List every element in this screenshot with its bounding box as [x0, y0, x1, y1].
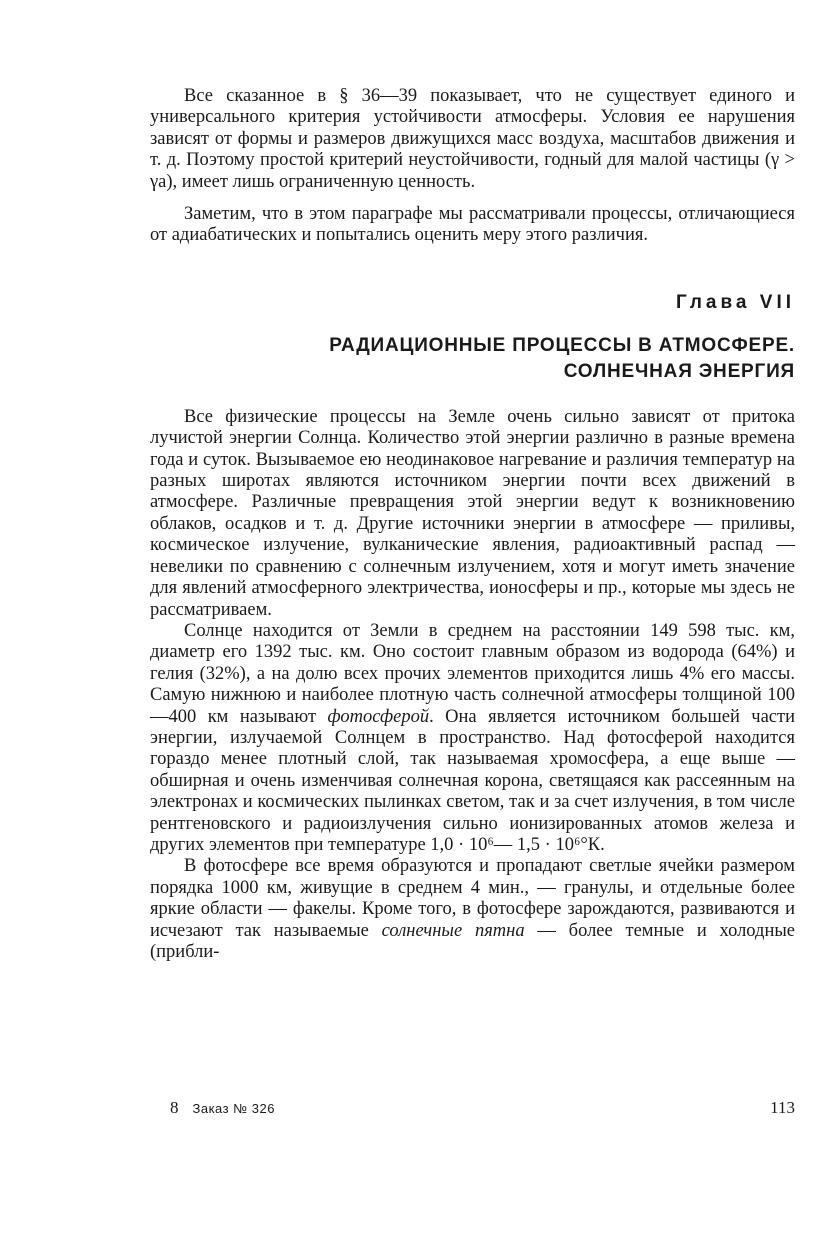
order-number: Заказ № 326 [192, 1101, 275, 1116]
page-footer [170, 1098, 795, 1122]
chapter-title-line-2: СОЛНЕЧНАЯ ЭНЕРГИЯ [563, 360, 795, 382]
paragraph-radiant-energy: Все физические процессы на Земле очень сильно зависят от притока лучистой энергии Солнца. Количество этой энергии различно в разные времена года и суток. Вызываемое ею неодинаковое нагревание и различия температур на разных широтах являются источником энергии почти всех движений в атмосфере. Различные превращения этой энергии ведут к возникновению облаков, осадков и т. д. Другие источники энергии в атмосфере — приливы, космическое излучение, вулканические явления, радиоактивный распад — невелики по сравнению с солнечным излучением, хотя и могут иметь значение для явлений атмосферного электричества, ионосферы и пр., которые мы здесь не рассматриваем. [150, 406, 795, 620]
footer-imprint [170, 1098, 275, 1118]
paragraph-adiabatic-note: Заметим, что в этом параграфе мы рассматривали процессы, отличающиеся от адиабатических и попытались оценить меру этого различия. [150, 204, 795, 246]
granules-text-b: — более темные и холодные (прибли- [150, 920, 795, 962]
signature-mark: 8 [170, 1098, 179, 1117]
page-number: 113 [770, 1098, 795, 1117]
chapter-label: Глава VII [676, 291, 795, 313]
term-sunspots: солнечные пятна [381, 920, 525, 941]
granules-text-a: В фотосфере все время образуются и пропадают светлые ячейки размером порядка 1000 км, живущие в среднем 4 мин., — гранулы, и отдельные более яркие области — факелы. Кроме того, в фотосфере зарождаются, развиваются и исчезают так называемые [150, 856, 795, 941]
paragraph-granules [150, 856, 795, 963]
page-text [150, 86, 795, 1236]
term-photosphere: фотосферой [327, 706, 430, 727]
sun-structure-text-a: Солнце находится от Земли в среднем на расстоянии 149 598 тыс. км, диаметр его 1392 тыс. км. Оно состоит главным образом из водорода (64%) и гелия (32%), а на долю всех прочих элементов приходится лишь 4% его массы. Самую нижнюю и наиболее плотную часть солнечной атмосферы толщиной 100—400 км называют [150, 620, 795, 727]
paragraph-sun-structure [150, 621, 795, 856]
chapter-title-line-1: РАДИАЦИОННЫЕ ПРОЦЕССЫ В АТМОСФЕРЕ. [329, 334, 795, 356]
sun-structure-text-b: . Она является источником большей части энергии, излучаемой Солнцем в пространство. Над фотосферой находится гораздо менее плотный слой, так называемая хромосфера, а еще выше — обширная и очень изменчивая солнечная корона, светящаяся как рассеянным на электронах и космических пылинках светом, так и за счет излучения, в том числе рентгеновского и радиоизлучения сильно ионизированных атомов железа и других элементов при температуре 1,0 · 10⁶— 1,5 · 10⁶°К. [150, 706, 795, 855]
chapter-title [150, 333, 795, 385]
paragraph-stability-criterion: Все сказанное в § 36—39 показывает, что не существует единого и универсального критерия устойчивости атмосферы. Условия ее нарушения зависят от формы и размеров движущихся масс воздуха, масштабов движения и т. д. Поэтому простой критерий неустойчивости, годный для малой частицы (γ > γa), имеет лишь ограниченную ценность. [150, 86, 795, 192]
